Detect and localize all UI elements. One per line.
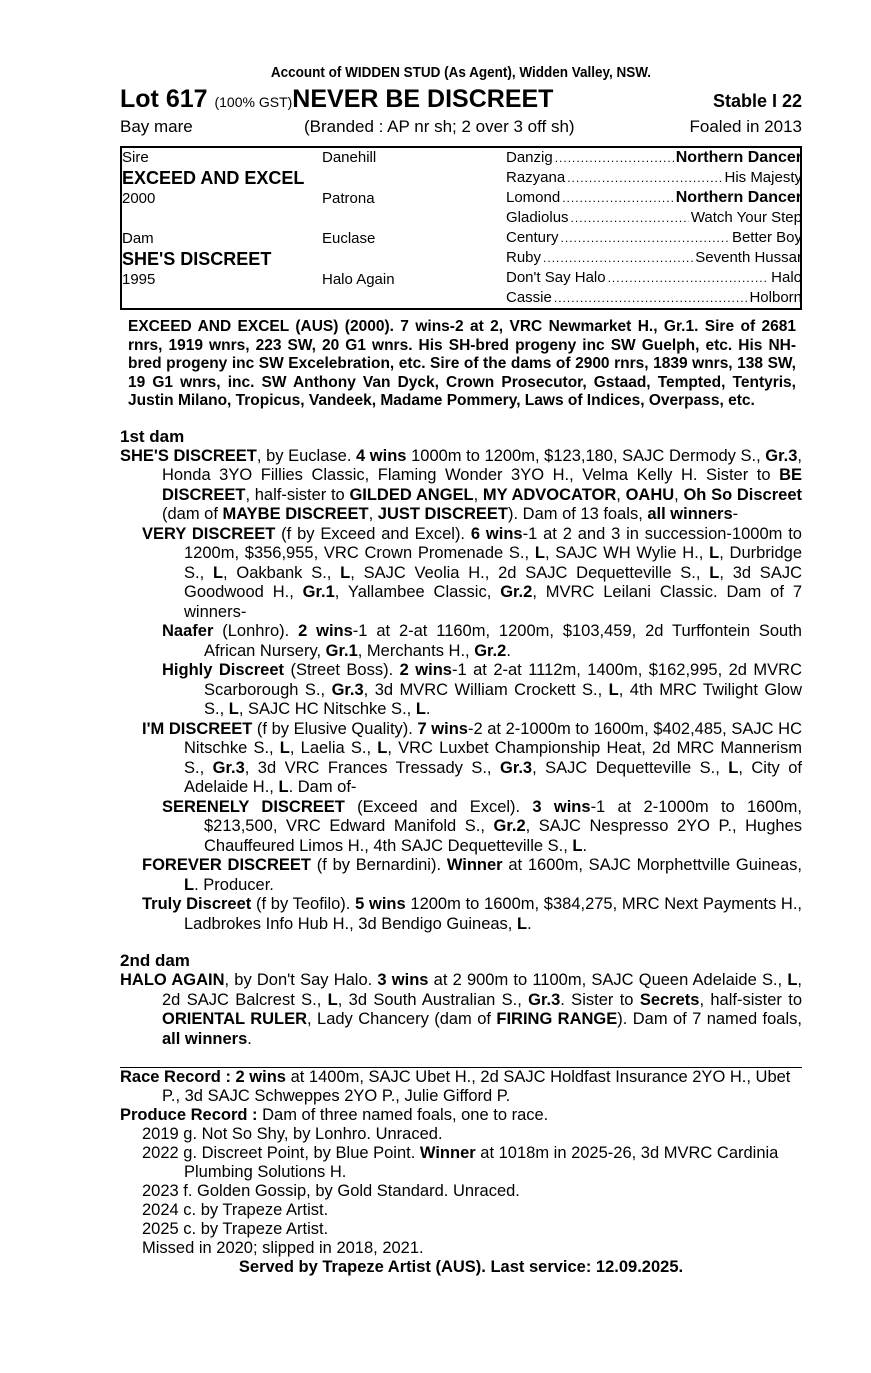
entry-bold-text: FOREVER DISCREET	[142, 856, 311, 874]
entry-text: , 4th MRC Twilight Glow S.,	[204, 680, 802, 718]
ancestor-sire: His Majesty	[724, 169, 802, 186]
entry-bold-text: L	[278, 778, 289, 796]
entry-text: , by Don't Say Halo.	[224, 971, 378, 989]
produce-text: 2022 g. Discreet Point, by Blue Point.	[142, 1144, 420, 1162]
first-dam-section	[120, 447, 802, 935]
entry-text: , Durbridge S.,	[184, 544, 802, 582]
dot-leader	[555, 148, 674, 168]
entry-text: (Street Boss).	[284, 661, 400, 679]
dot-leader	[608, 268, 770, 288]
entry-text: ,	[473, 485, 483, 504]
progeny-entry	[120, 798, 802, 857]
race-record-label: Race Record : 2 wins	[120, 1068, 286, 1086]
produce-text: at 1018m in 2025-26, 3d MVRC Cardinia Plumbing Solutions H.	[184, 1144, 779, 1181]
entry-bold-text: Gr.2	[500, 583, 533, 601]
progeny-entry	[120, 720, 802, 798]
foaled-year: Foaled in 2013	[689, 117, 802, 136]
entry-text: ). Dam of 7 named foals,	[617, 1010, 802, 1028]
dam-label: Dam	[122, 230, 154, 247]
entry-text: .	[527, 914, 532, 933]
entry-text: ,	[616, 485, 626, 504]
entry-text: at 2 900m to 1100m, SAJC Queen Adelaide S.,	[428, 971, 788, 989]
second-dam-heading: 2nd dam	[120, 951, 190, 970]
entry-bold-text: L	[709, 544, 720, 562]
entry-text: -1 at 2 and 3 in succession-1000m to 1200m, $356,955, VRC Crown Promenade S.,	[184, 524, 802, 562]
entry-text: , SAJC Nespresso 2YO P., Hughes Chauffeured Limos H., 4th SAJC Dequetteville S.,	[204, 817, 802, 855]
entry-bold-text: BE DISCREET	[162, 466, 802, 504]
entry-text: (f by Bernardini).	[310, 856, 447, 874]
entry-bold-text: all winners	[647, 505, 733, 523]
entry-bold-text: 5 wins	[355, 895, 406, 913]
produce-item	[120, 1239, 802, 1258]
ancestor-name: Razyana	[506, 169, 566, 186]
entry-bold-text: L	[516, 914, 528, 933]
vendor-account: Account of WIDDEN STUD (As Agent), Widden Valley, NSW.	[270, 64, 652, 81]
dot-leader	[554, 288, 748, 308]
ancestor-name: Danzig	[506, 149, 553, 166]
entry-bold-text: GILDED ANGEL	[349, 485, 474, 504]
title-row	[120, 84, 802, 114]
ancestor-name: Gladiolus	[506, 209, 569, 226]
produce-bold-text: Winner	[419, 1144, 476, 1162]
entry-bold-text: 6 wins	[470, 524, 523, 543]
grandsire-maternal: Euclase	[322, 230, 376, 247]
ancestor-sire: Better Boy	[731, 229, 802, 246]
entry-text: , SAJC HC Nitschke S.,	[238, 700, 416, 718]
entry-text: , 3d MVRC William Crockett S.,	[363, 680, 609, 699]
entry-text: -1 at 2-at 1160m, 1200m, $103,459, 2d Turffontein South African Nursery,	[204, 622, 802, 660]
entry-text: ). Dam of 13 foals,	[507, 505, 648, 523]
grandsire-paternal: Danehill	[322, 149, 377, 166]
entry-bold-text: 2 wins	[399, 661, 452, 679]
sire-name: EXCEED AND EXCEL	[122, 168, 305, 188]
ancestor-name: Cassie	[506, 289, 552, 306]
entry-bold-text: L	[709, 563, 720, 582]
produce-item	[120, 1182, 802, 1201]
entry-bold-text: Gr.3	[331, 680, 364, 699]
second-dam-section	[120, 971, 802, 1049]
ancestor-name: Lomond	[506, 189, 561, 206]
entry-bold-text: L	[572, 836, 583, 855]
entry-text: , Yallambee Classic,	[334, 583, 501, 601]
entry-bold-text: L	[327, 990, 338, 1009]
entry-text: (Exceed and Excel).	[344, 797, 533, 816]
stable-location: Stable I 22	[712, 91, 802, 111]
entry-bold-text: Gr.3	[765, 446, 798, 465]
produce-item	[120, 1201, 802, 1220]
served-by: Served by Trapeze Artist (AUS). Last service: 12.09.2025.	[238, 1258, 684, 1276]
horse-name: NEVER BE DISCREET	[292, 85, 554, 113]
entry-bold-text: Gr.3	[499, 758, 533, 777]
entry-text: 1200m to 1600m, $384,275, MRC Next Payments H., Ladbrokes Info Hub H., 3d Bendigo Guineas,	[184, 895, 802, 933]
entry-bold-text: I'M DISCREET	[142, 719, 253, 738]
entry-text: , Honda 3YO Fillies Classic, Flaming Wonder 3YO H., Velma Kelly H. Sister to	[162, 446, 802, 484]
entry-bold-text: Secrets	[639, 990, 700, 1009]
horse-sex: Bay mare	[120, 117, 193, 136]
entry-text: (f by Teofilo).	[251, 895, 356, 913]
entry-bold-text: L	[228, 700, 239, 718]
entry-bold-text: L	[728, 758, 739, 777]
sale-catalogue-page	[120, 62, 802, 1277]
entry-bold-text: ORIENTAL RULER	[162, 1010, 308, 1028]
entry-text: , 2d SAJC Balcrest S.,	[162, 971, 803, 1009]
produce-item	[120, 1125, 802, 1144]
entry-text: -1 at 2-at 1112m, 1400m, $162,995, 2d MVRC Scarborough S.,	[204, 661, 802, 699]
entry-text: -1 at 2-1000m to 1600m, $213,500, VRC Edward Manifold S.,	[204, 797, 803, 835]
entry-bold-text: Oh So Discreet	[683, 485, 803, 504]
entry-text: . Sister to	[560, 990, 640, 1009]
produce-text: Missed in 2020; slipped in 2018, 2021.	[142, 1239, 424, 1257]
entry-text: , Merchants H.,	[357, 641, 475, 660]
entry-text: , SAJC Veolia H., 2d SAJC Dequetteville S.,	[350, 563, 710, 582]
entry-text: , Lady Chancery (dam of	[307, 1010, 497, 1028]
progeny-entry	[120, 661, 802, 720]
ancestor-sire: Halo	[771, 269, 802, 286]
granddam-paternal: Patrona	[322, 190, 375, 207]
entry-text: .	[582, 836, 588, 855]
ancestor-sire: Holborn	[749, 289, 802, 306]
gst-note: (100% GST)	[214, 94, 293, 110]
progeny-entry	[120, 856, 802, 895]
pedigree-table	[120, 146, 802, 310]
ancestor-name: Ruby	[506, 249, 542, 266]
entry-bold-text: Gr.3	[212, 758, 245, 777]
race-record-text: at 1400m, SAJC Ubet H., 2d SAJC Holdfast Insurance 2YO H., Ubet P., 3d SAJC Schweppes 2YO P., Julie Gifford P.	[162, 1068, 791, 1105]
ancestor-row	[506, 188, 802, 208]
lot-heading	[120, 84, 553, 117]
produce-text: 2023 f. Golden Gossip, by Gold Standard. Unraced.	[142, 1182, 520, 1200]
entry-text: (f by Elusive Quality).	[252, 719, 418, 738]
entry-bold-text: 4 wins	[356, 446, 407, 465]
entry-bold-text: 2 wins	[298, 622, 353, 640]
entry-bold-text: Naafer	[162, 622, 214, 640]
entry-text: , 3d South Australian S.,	[337, 990, 529, 1009]
produce-item	[120, 1220, 802, 1239]
produce-record-label: Produce Record :	[120, 1106, 258, 1124]
entry-bold-text: MAYBE DISCREET	[222, 505, 369, 523]
entry-text: (f by Exceed and Excel).	[275, 524, 471, 543]
progeny-entry	[120, 447, 802, 525]
entry-text: , Oakbank S.,	[223, 563, 341, 582]
entry-text: , VRC Luxbet Championship Heat, 2d MRC Mannerism S.,	[184, 739, 802, 777]
progeny-entry	[120, 525, 802, 623]
sire-year: 2000	[122, 190, 156, 207]
entry-text: at 1600m, SAJC Morphettville Guineas,	[502, 856, 802, 874]
entry-text: ,	[674, 485, 684, 504]
entry-text: (dam of	[162, 505, 223, 523]
dam-year: 1995	[122, 271, 156, 288]
entry-bold-text: L	[279, 739, 290, 757]
entry-bold-text: FIRING RANGE	[496, 1010, 618, 1028]
produce-text: 2024 c. by Trapeze Artist.	[142, 1201, 329, 1219]
ancestor-sire: Watch Your Step	[690, 209, 802, 226]
entry-text: . Producer.	[194, 875, 274, 894]
entry-bold-text: Gr.2	[474, 641, 507, 660]
ancestor-sire: Northern Dancer	[675, 189, 802, 206]
entry-bold-text: L	[184, 875, 195, 894]
entry-bold-text: MY ADVOCATOR	[482, 485, 617, 504]
entry-bold-text: VERY DISCREET	[142, 524, 276, 543]
produce-item	[120, 1144, 802, 1182]
entry-text: .	[506, 641, 511, 660]
ancestor-row	[506, 228, 802, 248]
entry-bold-text: L	[534, 544, 545, 562]
dot-leader	[567, 168, 722, 188]
entry-text: , SAJC Dequetteville S.,	[532, 758, 729, 777]
entry-text: , half-sister to	[245, 485, 350, 504]
entry-bold-text: 3 wins	[377, 971, 429, 989]
entry-text: .	[247, 1029, 252, 1048]
entry-text: (Lonhro).	[213, 622, 299, 640]
entry-text: , SAJC WH Wylie H.,	[544, 544, 710, 562]
entry-bold-text: SHE'S DISCREET	[120, 446, 257, 465]
entry-text: 1000m to 1200m, $123,180, SAJC Dermody S.,	[406, 446, 766, 465]
entry-bold-text: L	[212, 563, 224, 582]
produce-record	[120, 1106, 802, 1125]
entry-bold-text: L	[787, 971, 798, 989]
dot-leader	[562, 188, 674, 208]
progeny-entry	[120, 895, 802, 934]
produce-record-text: Dam of three named foals, one to race.	[257, 1106, 549, 1124]
entry-text: -2 at 2-1000m to 1600m, $402,485, SAJC HC Nitschke S.,	[184, 719, 802, 757]
ancestor-row	[506, 148, 802, 168]
first-dam-heading: 1st dam	[120, 426, 185, 446]
dot-leader	[543, 248, 693, 268]
entry-bold-text: OAHU	[625, 485, 675, 504]
entry-text: , MVRC Leilani Classic. Dam of 7 winners-	[184, 583, 802, 621]
entry-bold-text: L	[340, 563, 351, 582]
entry-text: ,	[368, 505, 378, 523]
entry-bold-text: Gr.1	[302, 583, 335, 601]
ancestor-row	[506, 268, 802, 288]
dam-name: SHE'S DISCREET	[122, 249, 272, 269]
entry-bold-text: L	[608, 680, 619, 699]
entry-bold-text: 7 wins	[417, 719, 468, 738]
ancestor-row	[506, 208, 802, 228]
entry-bold-text: HALO AGAIN	[120, 971, 225, 989]
progeny-entry	[120, 971, 802, 1049]
ancestor-name: Don't Say Halo	[506, 269, 606, 286]
entry-text: . Dam of-	[288, 778, 357, 796]
produce-text: 2025 c. by Trapeze Artist.	[142, 1220, 329, 1238]
ancestor-sire: Seventh Hussar	[695, 249, 802, 266]
entry-bold-text: Gr.1	[325, 641, 358, 660]
entry-bold-text: Gr.2	[493, 817, 526, 835]
entry-bold-text: 3 wins	[532, 797, 591, 816]
entry-bold-text: L	[415, 700, 426, 718]
entry-bold-text: SERENELY DISCREET	[162, 797, 345, 816]
entry-text: .	[425, 700, 431, 718]
sire-summary: EXCEED AND EXCEL (AUS) (2000). 7 wins-2 at 2, VRC Newmarket H., Gr.1. Sire of 2681 rnrs, 1919 wnrs, 223 SW, 20 G1 wnrs. His SH-bred progeny inc SW Guelph, etc. His NH-bred progeny inc SW Excelebration, etc. Sire of the dams of 2900 rnrs, 1839 wnrs, 138 SW, 19 G1 wnrs, inc. SW Anthony Van Dyck, Crown Prosecutor, Gstaad, Tempted, Tentyris, Justin Milano, Tropicus, Vandeek, Madame Pommery, Laws of Indices, Overpass, etc.	[128, 318, 796, 409]
horse-brand: (Branded : AP nr sh; 2 over 3 off sh)	[304, 117, 575, 136]
granddam-maternal: Halo Again	[322, 271, 395, 288]
produce-text: 2019 g. Not So Shy, by Lonhro. Unraced.	[142, 1125, 443, 1143]
entry-bold-text: Winner	[446, 856, 503, 874]
entry-text: , 3d VRC Frances Tressady S.,	[244, 758, 500, 777]
entry-bold-text: Truly Discreet	[142, 895, 252, 913]
dot-leader	[571, 208, 689, 228]
entry-text: , Laelia S.,	[289, 739, 378, 757]
produce-list	[120, 1125, 802, 1258]
entry-text: , City of Adelaide H.,	[184, 758, 803, 796]
lot-number: Lot 617	[120, 85, 208, 113]
ancestor-sire: Northern Dancer	[675, 149, 802, 166]
ancestor-row	[506, 288, 802, 308]
horse-details-row	[120, 114, 802, 140]
entry-bold-text: L	[377, 739, 388, 757]
dot-leader	[561, 228, 730, 248]
progeny-entry	[120, 622, 802, 661]
race-record	[120, 1068, 802, 1106]
entry-bold-text: Gr.3	[528, 990, 561, 1009]
entry-bold-text: Highly Discreet	[162, 661, 284, 679]
entry-bold-text: JUST DISCREET	[377, 505, 508, 523]
entry-text: , by Euclase.	[256, 446, 357, 465]
ancestor-name: Century	[506, 229, 559, 246]
entry-bold-text: all winners	[162, 1029, 248, 1048]
entry-text: -	[732, 505, 739, 523]
sire-label: Sire	[122, 149, 149, 166]
ancestor-row	[506, 248, 802, 268]
entry-text: , 3d SAJC Goodwood H.,	[184, 563, 802, 601]
entry-text: , half-sister to	[699, 990, 802, 1009]
ancestor-row	[506, 168, 802, 188]
